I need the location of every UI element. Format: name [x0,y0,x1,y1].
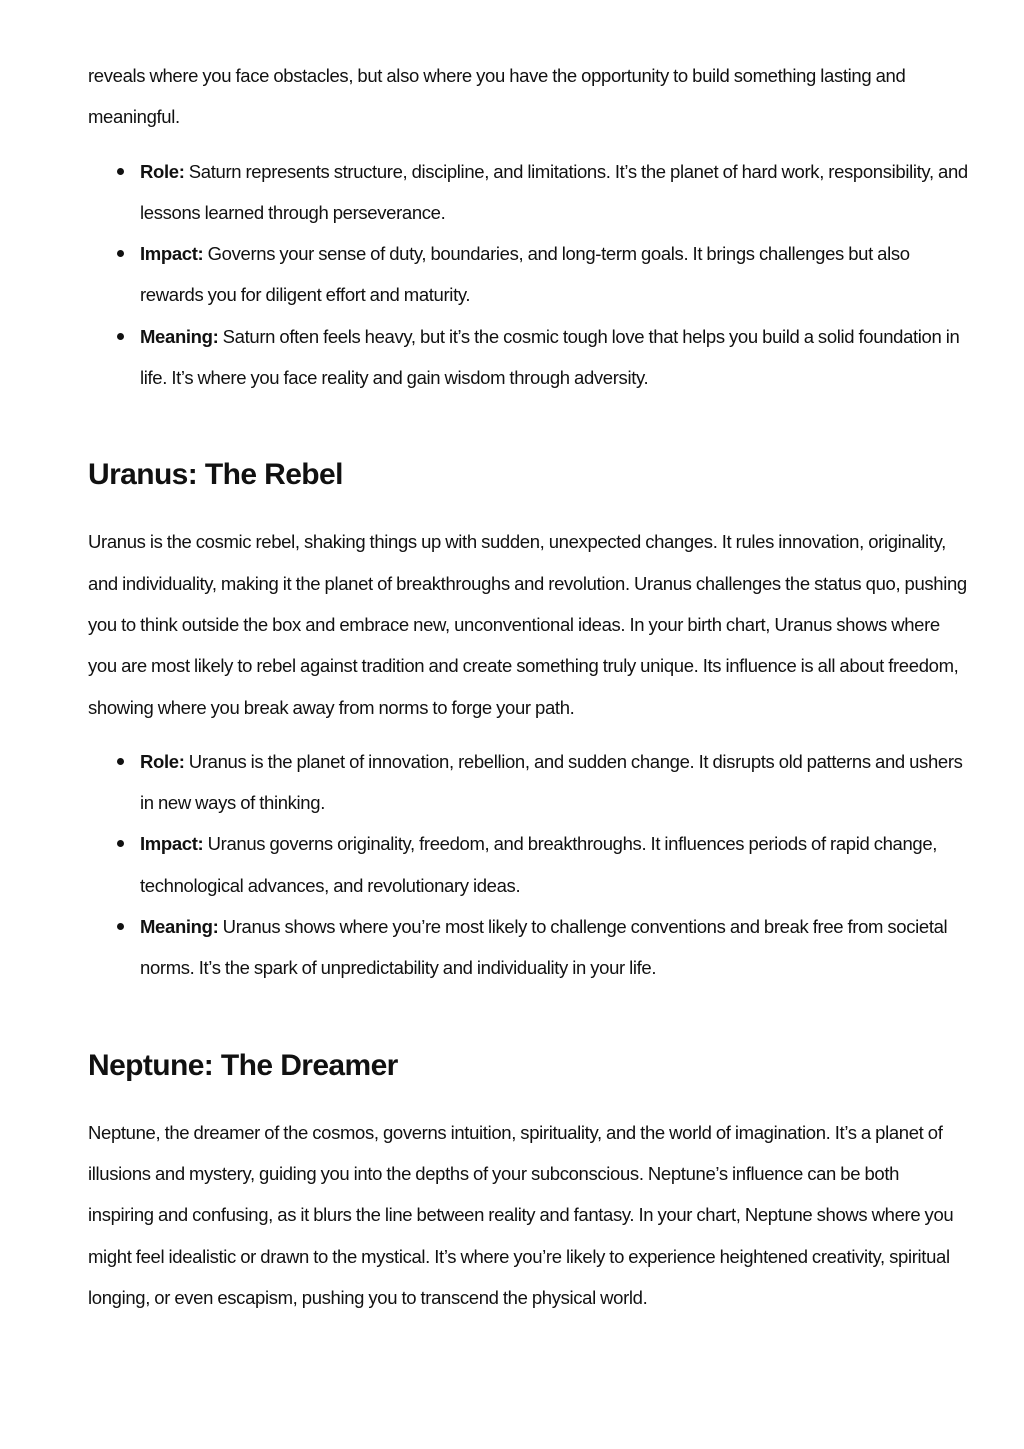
document-page [88,55,968,1318]
bullet-text: Saturn represents structure, discipline, and limitations. It’s the planet of hard work, responsibility, and lessons learned through perseverance. [140,160,968,223]
uranus-bullet-list [88,741,968,989]
bullet-label: Role: [140,750,185,772]
bullet-text: Uranus shows where you’re most likely to challenge conventions and break free from societal norms. It’s the spark of unpredictability and individuality in your life. [140,916,948,979]
list-item [88,741,968,824]
bullet-text: Governs your sense of duty, boundaries, and long-term goals. It brings challenges but also rewards you for diligent effort and maturity. [140,243,910,306]
list-item [88,906,968,989]
list-item [88,823,968,906]
bullet-label: Impact: [140,833,204,855]
bullet-label: Meaning: [140,916,219,938]
list-item [88,316,968,399]
bullet-text: Uranus governs originality, freedom, and breakthroughs. It influences periods of rapid change, technological advances, and revolutionary ideas. [140,833,938,896]
uranus-heading: Uranus: The Rebel [88,458,343,492]
neptune-paragraph: Neptune, the dreamer of the cosmos, governs intuition, spirituality, and the world of imagination. It’s a planet of illusions and mystery, guiding you into the depths of your subconscious. Neptune’s influence can be both inspiring and confusing, as it blurs the line between reality and fantasy. In your chart, Neptune shows where you might feel idealistic or drawn to the mystical. It’s where you’re likely to experience heightened creativity, spiritual longing, or even escapism, pushing you to transcend the physical world. [88,1121,954,1308]
neptune-heading: Neptune: The Dreamer [88,1048,398,1082]
list-item [88,151,968,234]
saturn-bullet-list [88,151,968,399]
list-item [88,233,968,316]
bullet-text: Saturn often feels heavy, but it’s the cosmic tough love that helps you build a solid foundation in life. It’s where you face reality and gain wisdom through adversity. [140,325,960,389]
saturn-paragraph-continuation: reveals where you face obstacles, but also where you have the opportunity to build something lasting and meaningful. [88,65,906,128]
bullet-label: Role: [140,160,185,182]
uranus-paragraph: Uranus is the cosmic rebel, shaking things up with sudden, unexpected changes. It rules innovation, originality, and individuality, making it the planet of breakthroughs and revolution. Uranus challenges the status quo, pushing you to think outside the box and embrace new, unconventional ideas. In your birth chart, Uranus shows where you are most likely to rebel against tradition and create something truly unique. Its influence is all about freedom, showing where you break away from norms to forge your path. [88,531,967,718]
bullet-label: Impact: [140,243,204,265]
bullet-text: Uranus is the planet of innovation, rebellion, and sudden change. It disrupts old patterns and ushers in new ways of thinking. [140,750,963,814]
bullet-label: Meaning: [140,325,219,347]
